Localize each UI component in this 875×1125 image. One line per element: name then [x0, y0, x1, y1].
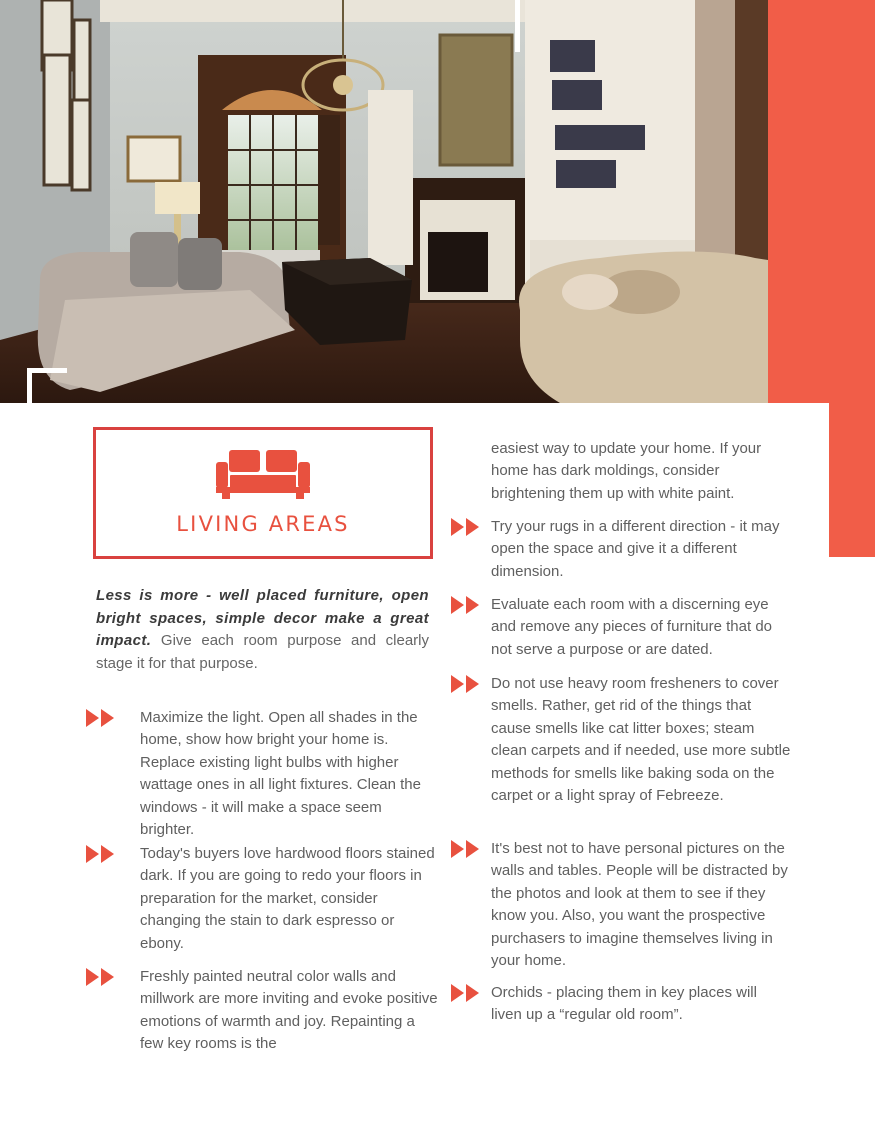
page-title: LIVING AREAS [176, 512, 350, 536]
living-room-illustration [0, 0, 768, 403]
double-chevron-icon [451, 596, 481, 614]
decorative-corner-bracket [27, 368, 67, 452]
double-chevron-icon [86, 968, 116, 986]
list-item-text: Maximize the light. Open all shades in the home, show how bright your home is. Replace existing light bulbs with higher wattage ones in all light fixtures. Clean the windows - it will make a space seem brighter. [140, 709, 421, 839]
double-chevron-icon [451, 840, 481, 858]
list-item-text: Orchids - placing them in key places will liven up a “regular old room”. [491, 984, 757, 1024]
intro-bold-text: Less is more - well placed furniture, open bright spaces, simple decor make a great impact. [96, 587, 429, 649]
living-room-photo [0, 0, 768, 403]
sofa-icon [216, 450, 310, 500]
double-chevron-icon [451, 984, 481, 1002]
double-chevron-icon [451, 675, 481, 693]
decorative-tick [515, 0, 520, 52]
list-item-text: Evaluate each room with a discerning eye and remove any pieces of furniture that do not serve a purpose or are dated. [491, 596, 773, 658]
intro-paragraph [96, 585, 429, 675]
double-chevron-icon [451, 518, 481, 536]
double-chevron-icon [86, 845, 116, 863]
double-chevron-icon [86, 709, 116, 727]
intro-text: Give each room purpose and clearly stage it for that purpose. [96, 632, 429, 672]
list-item-text: Try your rugs in a different direction - it may open the space and give it a different dimension. [491, 518, 780, 580]
list-item-text: Freshly painted neutral color walls and millwork are more inviting and evoke positive emotions of warmth and joy. Repainting a few key rooms is the [140, 968, 438, 1053]
section-title-box [93, 427, 433, 559]
list-item-text: It's best not to have personal pictures on the walls and tables. People will be distracted by the photos and look at them to see if they know you. Also, you want the prospective purchasers to imagine themselves living in your home. [491, 840, 788, 970]
list-item-text: Do not use heavy room fresheners to cover smells. Rather, get rid of the things that cause smells like cat litter boxes; steam clean carpets and if needed, use more subtle methods for smells like baking soda on the carpet or a light spray of Febreeze. [491, 675, 791, 805]
continued-text: easiest way to update your home. If your home has dark moldings, consider brightening them up with white paint. [491, 440, 762, 502]
list-item-text: Today's buyers love hardwood floors stained dark. If you are going to redo your floors in preparation for the market, consider changing the stain to dark espresso or ebony. [140, 845, 435, 952]
